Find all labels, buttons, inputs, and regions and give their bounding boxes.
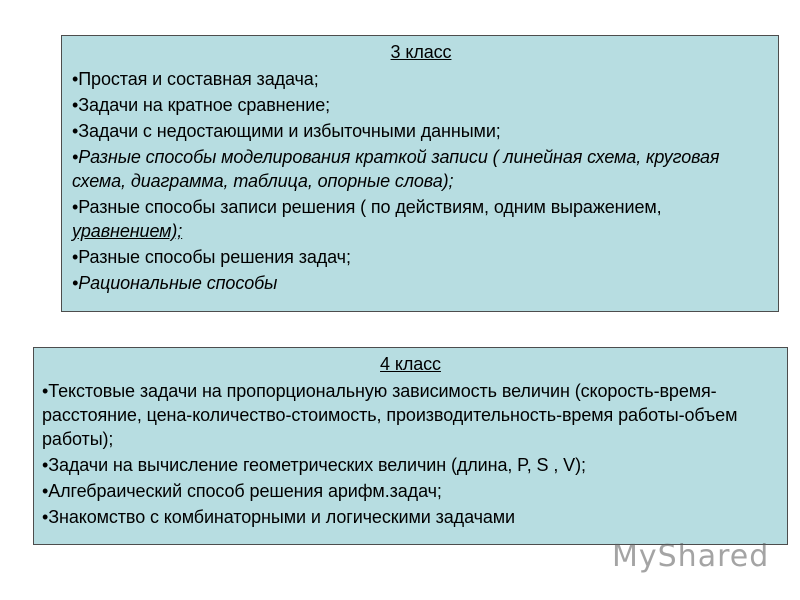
- grade3-box: [61, 35, 779, 312]
- myshared-watermark: [606, 536, 770, 576]
- grade4-item-3: •Алгебраический способ решения арифм.задач;: [42, 481, 442, 501]
- grade3-item-1: •Простая и составная задача;: [72, 69, 319, 89]
- grade4-item-4: •Знакомство с комбинаторными и логическими задачами: [42, 507, 515, 527]
- grade3-item-2: •Задачи на кратное сравнение;: [72, 95, 331, 115]
- grade4-box: [33, 347, 788, 545]
- grade4-item-1: •Текстовые задачи на пропорциональную зависимость величин (скорость-время-расстояние, цена-количество-стоимость, производительность-время работы-объем работы);: [42, 381, 738, 449]
- grade3-item-5-text: •Разные способы записи решения ( по действиям, одним выражением,: [72, 197, 662, 217]
- grade3-item-7: •Рациональные способы: [72, 273, 278, 293]
- grade3-item-6: •Разные способы решения задач;: [72, 247, 351, 267]
- grade4-title: 4 класс: [380, 354, 441, 374]
- grade3-item-5-underlined: уравнением);: [72, 221, 183, 241]
- grade3-item-4: •Разные способы моделирования краткой записи ( линейная схема, круговая схема, диаграмма, таблица, опорные слова);: [72, 147, 720, 191]
- grade4-item-2: •Задачи на вычисление геометрических величин (длина, P, S , V);: [42, 455, 586, 475]
- watermark-text: MyShared: [612, 538, 770, 574]
- grade3-title: 3 класс: [390, 42, 452, 62]
- grade3-item-3: •Задачи с недостающими и избыточными данными;: [72, 121, 501, 141]
- grade3-item-5: [72, 195, 770, 243]
